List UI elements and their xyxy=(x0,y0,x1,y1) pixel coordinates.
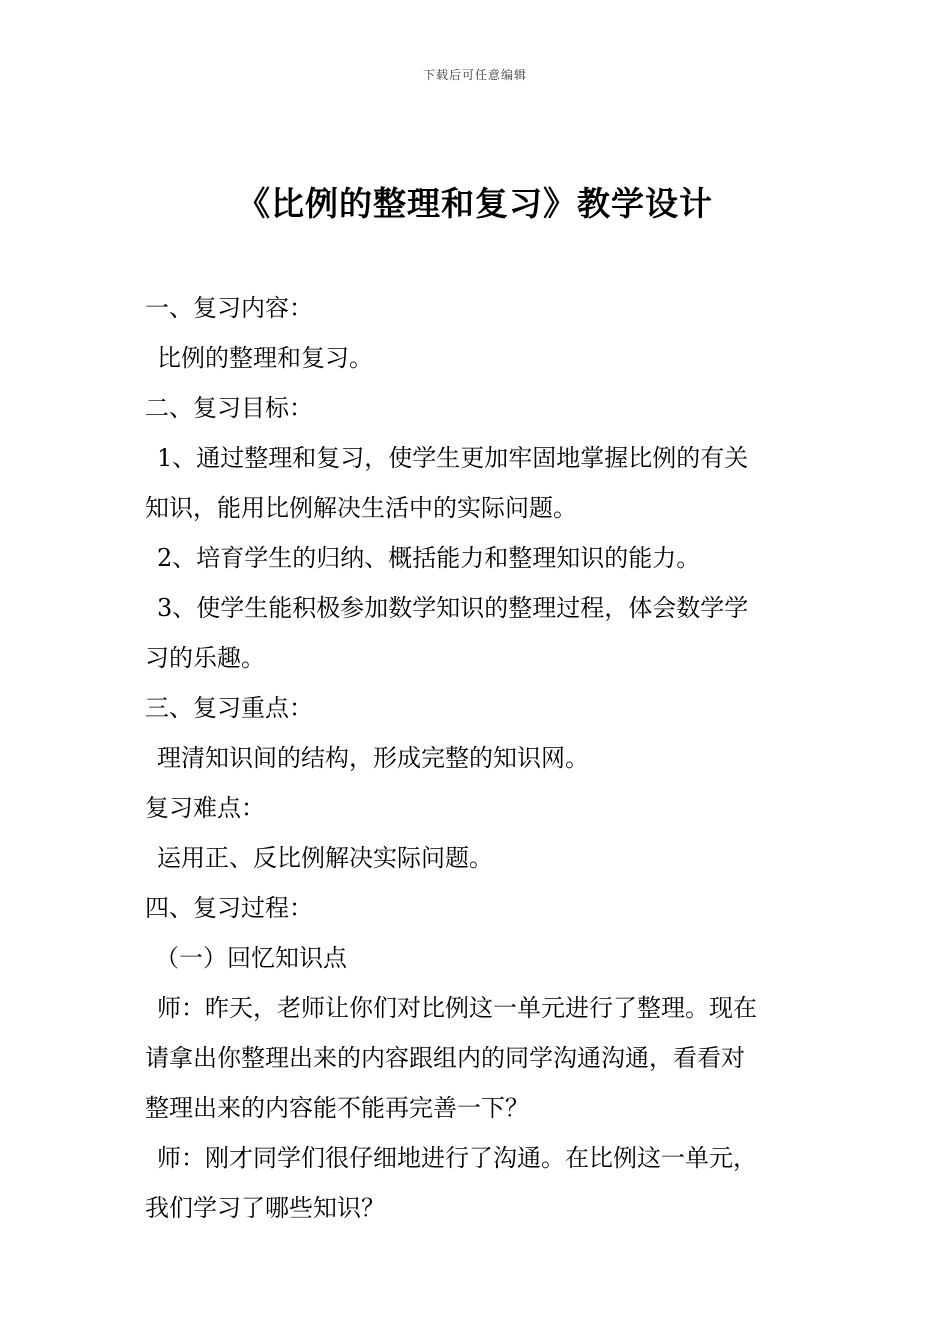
paragraph-line: 请拿出你整理出来的内容跟组内的同学沟通沟通，看看对 xyxy=(145,1044,745,1072)
paragraph-line: 知识，能用比例解决生活中的实际问题。 xyxy=(145,494,577,522)
paragraph-line: 师：昨天，老师让你们对比例这一单元进行了整理。现在 xyxy=(157,994,757,1022)
header-note: 下载后可任意编辑 xyxy=(422,68,527,82)
paragraph-line: 我们学习了哪些知识？ xyxy=(145,1194,385,1222)
subsection-heading: （一）回忆知识点 xyxy=(155,944,347,972)
document-title: 《比例的整理和复习》教学设计 xyxy=(237,184,713,223)
paragraph-line: 运用正、反比例解决实际问题。 xyxy=(157,844,493,872)
paragraph-line: 3、使学生能积极参加数学知识的整理过程，体会数学学 xyxy=(157,594,749,622)
paragraph-line: 1、通过整理和复习，使学生更加牢固地掌握比例的有关 xyxy=(157,444,749,472)
section-heading-review-content: 一、复习内容： xyxy=(145,294,313,322)
paragraph-line: 2、培育学生的归纳、概括能力和整理知识的能力。 xyxy=(157,544,701,572)
paragraph-line: 师：刚才同学们很仔细地进行了沟通。在比例这一单元， xyxy=(157,1144,757,1172)
section-heading-review-process: 四、复习过程： xyxy=(145,894,313,922)
section-heading-difficulties: 复习难点： xyxy=(145,794,265,822)
paragraph-line: 比例的整理和复习。 xyxy=(157,344,373,372)
paragraph-line: 整理出来的内容能不能再完善一下？ xyxy=(145,1094,529,1122)
paragraph-line: 理清知识间的结构，形成完整的知识网。 xyxy=(157,744,589,772)
document-body xyxy=(145,283,810,1233)
section-heading-key-points: 三、复习重点： xyxy=(145,694,313,722)
section-heading-review-goals: 二、复习目标： xyxy=(145,394,313,422)
paragraph-line: 习的乐趣。 xyxy=(145,644,265,672)
